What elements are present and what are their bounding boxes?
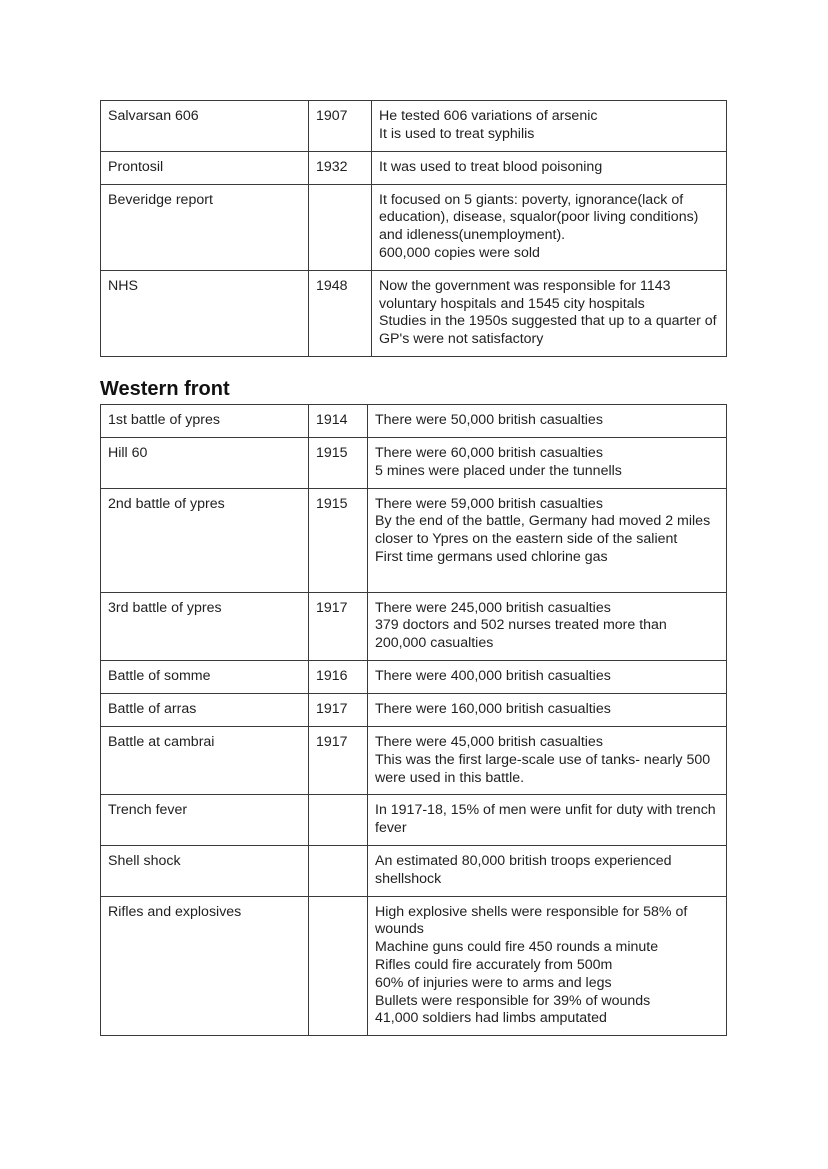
row-notes: He tested 606 variations of arsenic It is used to treat syphilis	[372, 101, 727, 152]
table-row	[101, 896, 727, 1036]
row-name: 1st battle of ypres	[101, 405, 309, 438]
row-notes: High explosive shells were responsible for 58% of wounds Machine guns could fire 450 rounds a minute Rifles could fire accurately from 500m 60% of injuries were to arms and legs Bullets were responsible for 39% of wounds 41,000 soldiers had limbs amputated	[368, 896, 727, 1036]
row-name: Shell shock	[101, 845, 309, 896]
table-row	[101, 438, 727, 489]
row-notes: There were 50,000 british casualties	[368, 405, 727, 438]
row-notes: There were 60,000 british casualties 5 mines were placed under the tunnells	[368, 438, 727, 489]
table-row	[101, 405, 727, 438]
row-year: 1914	[309, 405, 368, 438]
row-notes: There were 59,000 british casualties By the end of the battle, Germany had moved 2 miles closer to Ypres on the eastern side of the salient First time germans used chlorine gas	[368, 488, 727, 592]
row-name: Beveridge report	[101, 184, 309, 270]
table-row	[101, 726, 727, 794]
row-name: Battle of somme	[101, 660, 309, 693]
western-front-table	[100, 404, 727, 1036]
table-row	[101, 151, 727, 184]
row-year: 1948	[309, 270, 372, 356]
row-name: Rifles and explosives	[101, 896, 309, 1036]
row-year	[309, 795, 368, 846]
row-name: Prontosil	[101, 151, 309, 184]
row-name: Trench fever	[101, 795, 309, 846]
row-year: 1917	[309, 592, 368, 660]
row-notes: It was used to treat blood poisoning	[372, 151, 727, 184]
row-notes: There were 400,000 british casualties	[368, 660, 727, 693]
row-name: Battle at cambrai	[101, 726, 309, 794]
row-notes: Now the government was responsible for 1143 voluntary hospitals and 1545 city hospitals Studies in the 1950s suggested that up to a quarter of GP's were not satisfactory	[372, 270, 727, 356]
row-year: 1932	[309, 151, 372, 184]
row-year	[309, 896, 368, 1036]
table-row	[101, 184, 727, 270]
row-notes: It focused on 5 giants: poverty, ignorance(lack of education), disease, squalor(poor living conditions) and idleness(unemployment). 600,000 copies were sold	[372, 184, 727, 270]
table-row	[101, 488, 727, 592]
row-year: 1916	[309, 660, 368, 693]
row-notes: There were 160,000 british casualties	[368, 693, 727, 726]
row-notes: An estimated 80,000 british troops experienced shellshock	[368, 845, 727, 896]
row-notes: In 1917-18, 15% of men were unfit for duty with trench fever	[368, 795, 727, 846]
row-year: 1915	[309, 438, 368, 489]
row-notes: There were 45,000 british casualties This was the first large-scale use of tanks- nearly 500 were used in this battle.	[368, 726, 727, 794]
medicine-table	[100, 100, 727, 357]
row-year	[309, 845, 368, 896]
row-name: Hill 60	[101, 438, 309, 489]
row-year: 1907	[309, 101, 372, 152]
table-row	[101, 592, 727, 660]
row-name: 2nd battle of ypres	[101, 488, 309, 592]
section-heading-western-front: Western front	[100, 378, 230, 400]
row-year	[309, 184, 372, 270]
table-row	[101, 693, 727, 726]
row-name: Battle of arras	[101, 693, 309, 726]
row-name: 3rd battle of ypres	[101, 592, 309, 660]
row-year: 1917	[309, 693, 368, 726]
table-row	[101, 845, 727, 896]
row-year: 1915	[309, 488, 368, 592]
row-year: 1917	[309, 726, 368, 794]
row-name: NHS	[101, 270, 309, 356]
table-row	[101, 270, 727, 356]
row-notes: There were 245,000 british casualties 379 doctors and 502 nurses treated more than 200,000 casualties	[368, 592, 727, 660]
table-row	[101, 795, 727, 846]
table-row	[101, 101, 727, 152]
table-row	[101, 660, 727, 693]
row-name: Salvarsan 606	[101, 101, 309, 152]
